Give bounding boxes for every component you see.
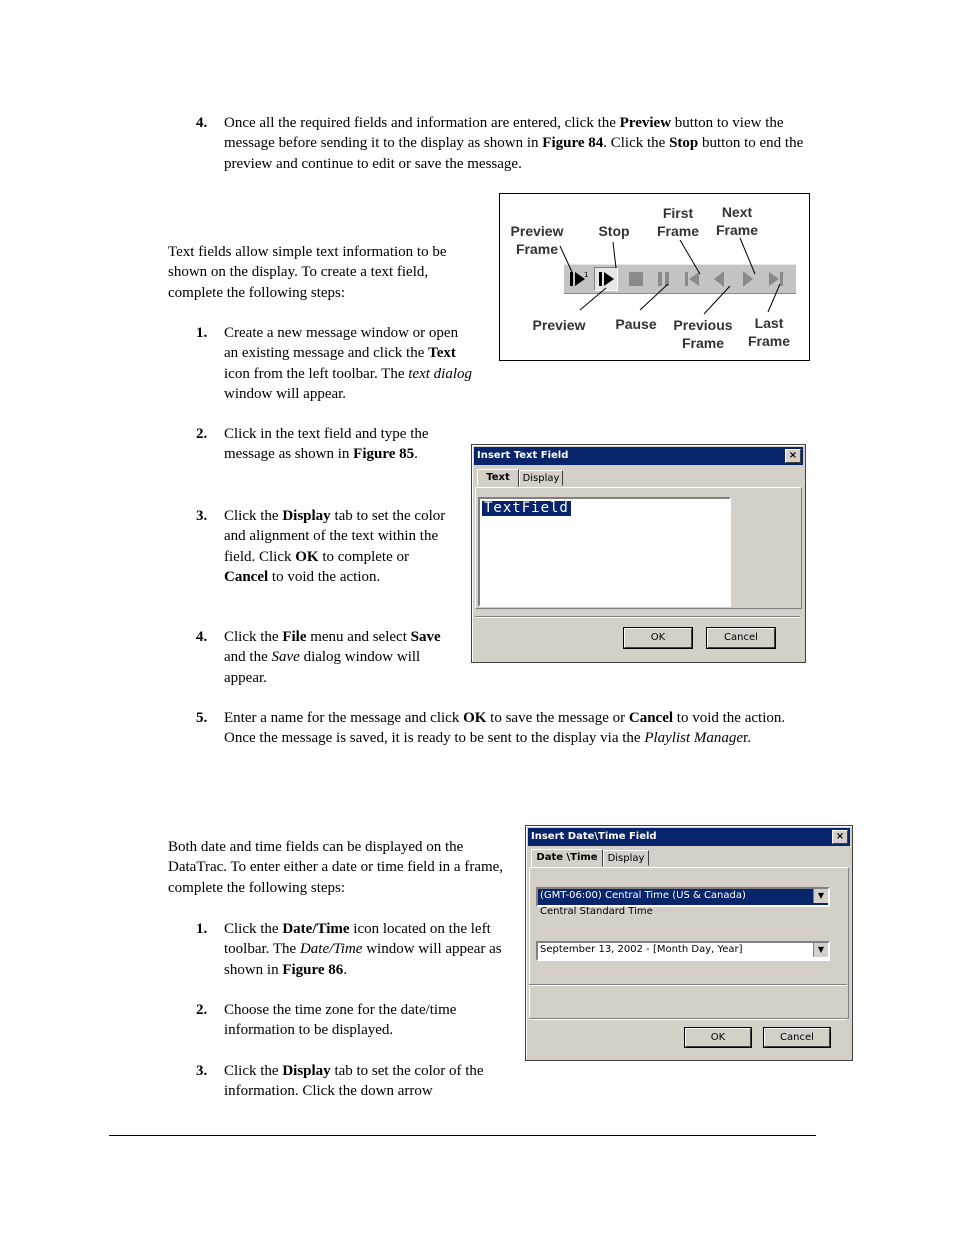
dialog-titlebar: [474, 447, 803, 465]
label-first-frame: First Frame: [656, 205, 700, 239]
close-button[interactable]: ×: [785, 449, 801, 463]
chevron-down-icon[interactable]: ▼: [813, 889, 828, 903]
date-time-intro: Both date and time fields can be displayed on the DataTrac. To enter either a date or time field in a frame, complete the following steps:: [168, 839, 504, 896]
timezone-value: (GMT-06:00) Central Time (US & Canada): [540, 890, 746, 901]
step-text: Click in the text field and type the message as shown in Figure 85.: [224, 426, 429, 463]
step-number: 5.: [196, 710, 208, 726]
step-number: 4.: [196, 629, 208, 645]
step-text: Choose the time zone for the date/time information to be displayed.: [224, 1002, 457, 1039]
timezone-select[interactable]: [536, 887, 830, 907]
label-last-frame: Last Frame: [747, 315, 791, 349]
text-fields-intro: Text fields allow simple text information to be shown on the display. To create a text field, complete the following steps:: [168, 244, 447, 301]
tab-display[interactable]: Display: [519, 470, 563, 486]
step-text: Once all the required fields and information are entered, click the Preview button to view the message before sending it to the display as shown in Figure 84. Click the Stop button to end the preview and continue to edit or save the message.: [224, 115, 804, 172]
date-format-value: September 13, 2002 - [Month Day, Year]: [540, 944, 743, 955]
close-button[interactable]: ×: [832, 830, 848, 844]
separator: [529, 984, 847, 986]
step-text: Click the Date/Time icon located on the left toolbar. The Date/Time window will appear as shown in Figure 86.: [224, 921, 502, 978]
tab-display[interactable]: Display: [603, 850, 649, 866]
cancel-button[interactable]: Cancel: [707, 628, 775, 648]
step-text: Click the Display tab to set the color and alignment of the text within the field. Click OK to complete or Cancel to void the action.: [224, 508, 446, 585]
label-next-frame: Next Frame: [715, 204, 759, 238]
svg-text:1: 1: [584, 271, 589, 279]
label-preview: Preview: [532, 317, 586, 333]
step-text: Click the File menu and select Save and the Save dialog window will appear.: [224, 629, 441, 686]
dialog-title: Insert Date\Time Field: [531, 831, 657, 842]
step-number: 4.: [196, 115, 208, 131]
step-number: 1.: [196, 325, 208, 341]
cancel-button[interactable]: Cancel: [764, 1028, 830, 1047]
dialog-title: Insert Text Field: [477, 450, 569, 461]
figure-84-toolbar: [499, 193, 810, 361]
tab-date-time[interactable]: Date \Time: [531, 849, 603, 867]
label-previous-frame: Previous Frame: [673, 317, 733, 351]
step-number: 3.: [196, 1063, 208, 1079]
ok-button[interactable]: OK: [685, 1028, 751, 1047]
footer-rule: [109, 1135, 816, 1136]
step-text: Click the Display tab to set the color of the information. Click the down arrow: [224, 1063, 484, 1100]
separator: [529, 1018, 847, 1020]
step-number: 2.: [196, 426, 208, 442]
step-text: Enter a name for the message and click OK to save the message or Cancel to void the action. Once the message is saved, it is ready to be sent to the display via the Playlist Manager.: [224, 710, 786, 747]
insert-text-field-dialog: [471, 444, 806, 663]
label-preview-frame: Preview Frame: [510, 223, 564, 257]
ok-button[interactable]: OK: [624, 628, 692, 648]
chevron-down-icon[interactable]: ▼: [813, 943, 828, 957]
step-number: 1.: [196, 921, 208, 937]
text-field-input[interactable]: [478, 497, 731, 607]
timezone-note: Central Standard Time: [540, 906, 653, 917]
step-number: 3.: [196, 508, 208, 524]
label-pause: Pause: [615, 316, 657, 332]
tab-text[interactable]: Text: [477, 469, 519, 487]
label-stop: Stop: [598, 223, 630, 239]
insert-date-time-field-dialog: [525, 825, 853, 1061]
text-field-value: TextField: [484, 500, 569, 516]
step-text: Create a new message window or open an existing message and click the Text icon from the left toolbar. The text dialog window will appear.: [224, 325, 473, 402]
date-format-select[interactable]: [536, 941, 830, 961]
separator: [475, 616, 800, 618]
step-number: 2.: [196, 1002, 208, 1018]
dialog-titlebar: [528, 828, 850, 846]
